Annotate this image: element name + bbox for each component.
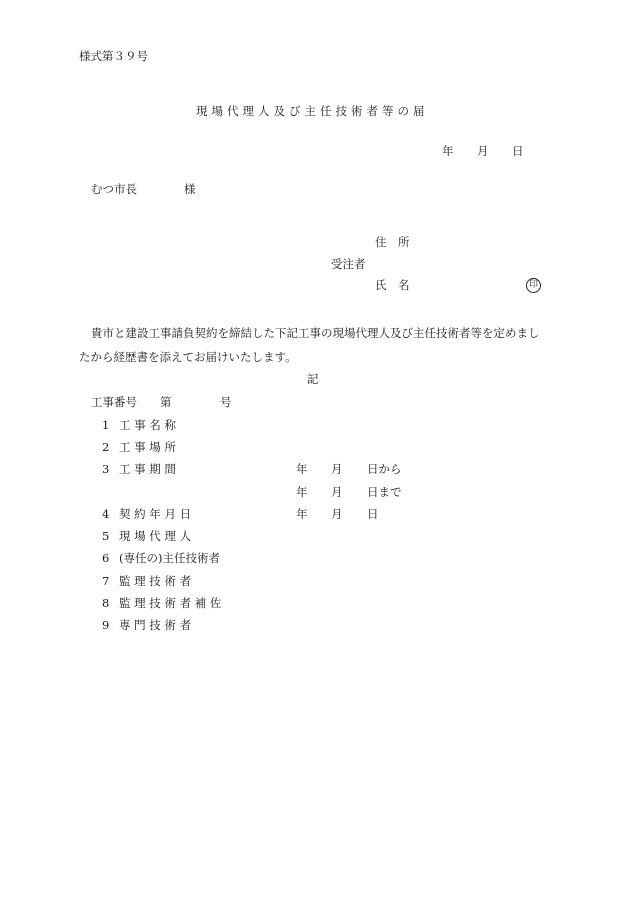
item-number: 7 <box>102 574 110 588</box>
item-label: 専 門 技 術 者 <box>119 618 192 632</box>
period-end-month: 月 <box>331 485 343 499</box>
date-month: 月 <box>477 144 489 158</box>
item-label: 監 理 技 術 者 <box>119 574 192 588</box>
item-number: 1 <box>102 418 110 432</box>
project-number-label: 工事番号 <box>91 395 137 409</box>
date-year: 年 <box>442 144 454 158</box>
period-end-year: 年 <box>296 485 308 499</box>
period-end-day: 日まで <box>367 485 402 499</box>
item-number: 3 <box>102 462 110 476</box>
item-number: 8 <box>102 596 110 610</box>
address-label: 住 所 <box>375 235 410 249</box>
item-number: 4 <box>102 507 110 521</box>
contract-month: 月 <box>331 507 343 521</box>
item-label: 工 事 場 所 <box>119 440 176 454</box>
date-day: 日 <box>512 144 524 158</box>
name-label: 氏 名 <box>375 278 410 292</box>
project-number-prefix: 第 <box>160 395 172 409</box>
contract-day: 日 <box>367 507 379 521</box>
item-label: 工 事 名 称 <box>119 418 176 432</box>
recipient-name: むつ市長 <box>91 182 137 196</box>
item-label: 工 事 期 間 <box>119 462 176 476</box>
form-number: 様式第３９号 <box>79 49 148 63</box>
period-start-year: 年 <box>296 462 308 476</box>
period-start-day: 日から <box>367 462 402 476</box>
project-number-suffix: 号 <box>220 395 232 409</box>
period-start-month: 月 <box>331 462 343 476</box>
item-number: 6 <box>102 551 110 565</box>
item-number: 9 <box>102 618 110 632</box>
contract-year: 年 <box>296 507 308 521</box>
recipient-honorific: 様 <box>184 182 196 196</box>
document-title: 現場代理人及び主任技術者等の届 <box>196 104 429 118</box>
body-line-2: たから経歴書を添えてお届けいたします。 <box>79 350 297 364</box>
ki-heading: 記 <box>307 372 319 386</box>
body-line-1: 貴市と建設工事請負契約を締結した下記工事の現場代理人及び主任技術者等を定めまし <box>91 326 540 340</box>
item-label: 契 約 年 月 日 <box>119 507 192 521</box>
seal-mark: 印 <box>526 278 541 293</box>
item-label: 現 場 代 理 人 <box>119 529 192 543</box>
contractor-label: 受注者 <box>331 257 366 271</box>
item-label: (専任の)主任技術者 <box>119 551 220 565</box>
item-label: 監 理 技 術 者 補 佐 <box>119 596 222 610</box>
item-number: 5 <box>102 529 110 543</box>
item-number: 2 <box>102 440 110 454</box>
